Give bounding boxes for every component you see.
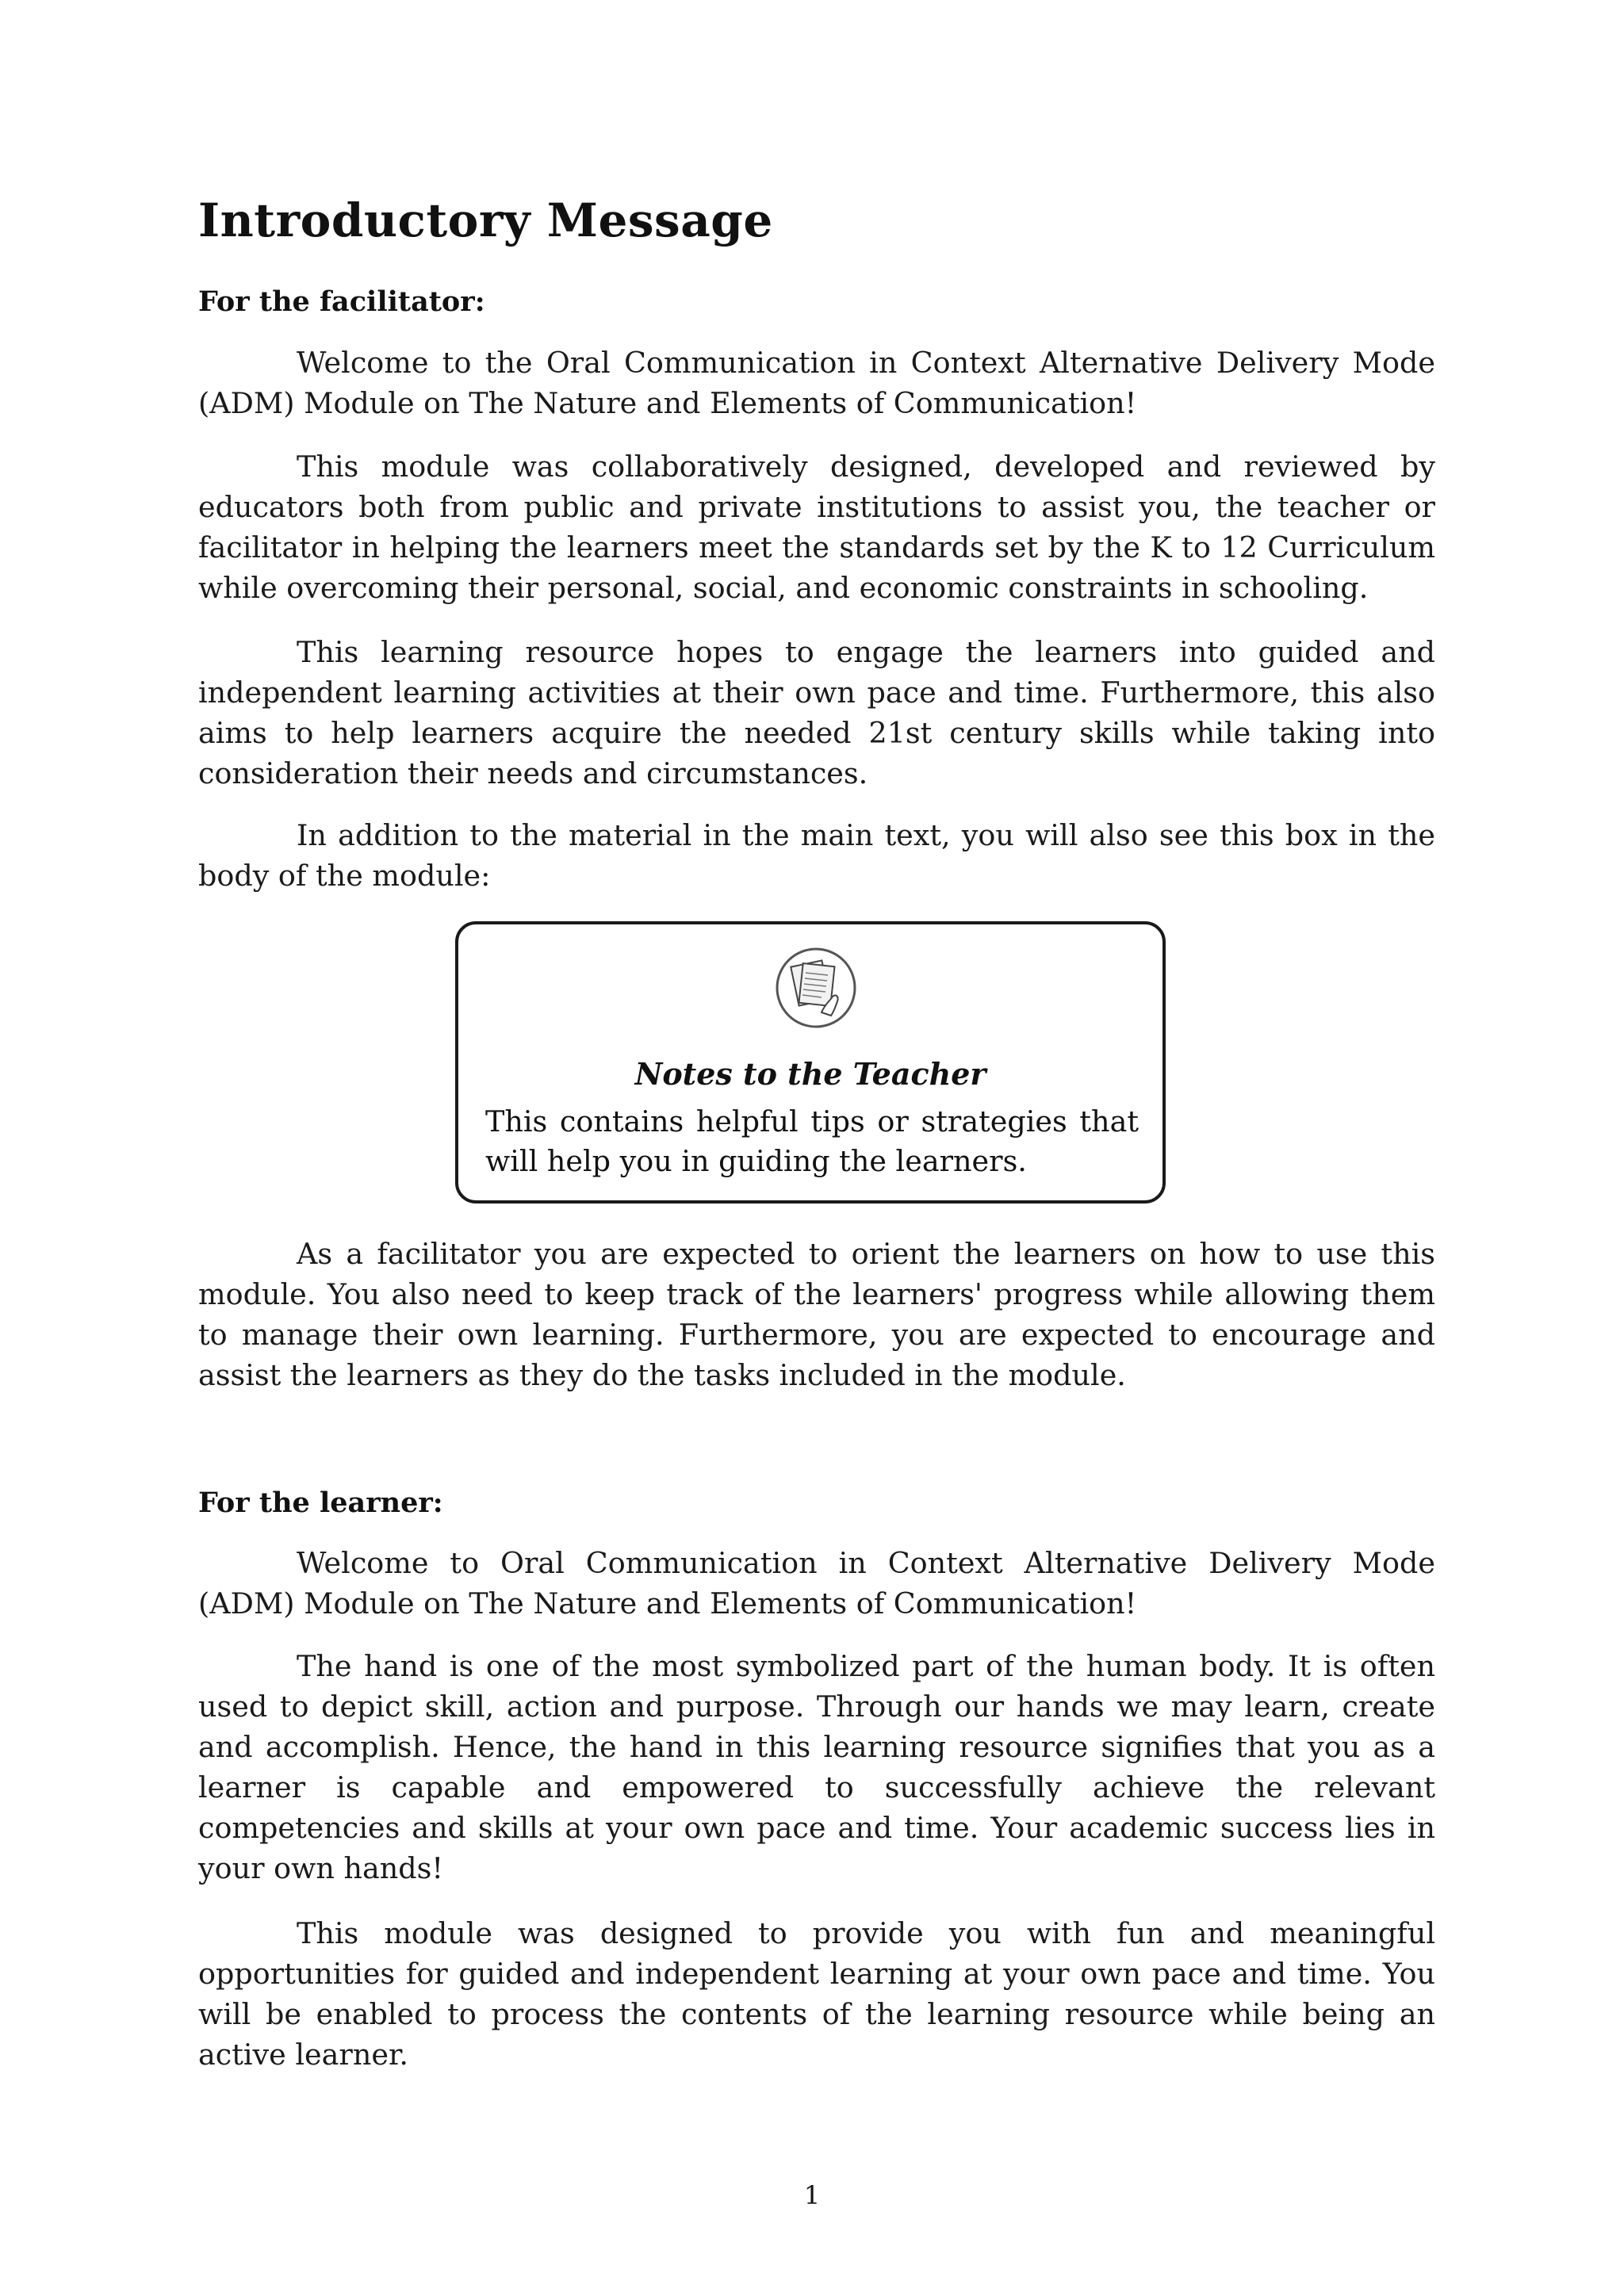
learner-heading: For the learner: (198, 1487, 443, 1519)
notes-to-teacher-box (455, 921, 1166, 1203)
facilitator-paragraph-4: In addition to the material in the main text, you will also see this box in the body of the module: (198, 818, 1435, 893)
learner-paragraph-2: The hand is one of the most symbolized part of the human body. It is often used to depict skill, action and purpose. Through our hands we may learn, create and accomplish. Hence, the hand in this learning resource signifies that you as a learner is capable and empowered to successfully achieve the relevant competencies and skills at your own pace and time. Your academic success lies in your own hands! (198, 1649, 1435, 1885)
facilitator-paragraph-1: Welcome to the Oral Communication in Context Alternative Delivery Mode (ADM) Module on The Nature and Elements of Communication! (198, 346, 1435, 420)
facilitator-closing-paragraph: As a facilitator you are expected to orient the learners on how to use this module. You also need to keep track of the learners' progress while allowing them to manage their own learning. Furthermore, you are expected to encourage and assist the learners as they do the tasks included in the module. (198, 1237, 1435, 1392)
note-box-title: Notes to the Teacher (634, 1056, 986, 1092)
note-box-text: This contains helpful tips or strategies that will help you in guiding the learners. (485, 1104, 1139, 1178)
learner-paragraph-1: Welcome to Oral Communication in Context Alternative Delivery Mode (ADM) Module on The Nature and Elements of Communication! (198, 1546, 1435, 1621)
page-title: Introductory Message (198, 193, 773, 247)
learner-paragraph-3: This module was designed to provide you with fun and meaningful opportunities for guided and independent learning at your own pace and time. You will be enabled to process the contents of the learning resource while being an active learner. (198, 1916, 1435, 2072)
facilitator-heading: For the facilitator: (198, 285, 485, 318)
notes-hand-icon (774, 946, 858, 1030)
facilitator-paragraph-2: This module was collaboratively designed, developed and reviewed by educators both from public and private institutions to assist you, the teacher or facilitator in helping the learners meet the standards set by the K to 12 Curriculum while overcoming their personal, social, and economic constraints in schooling. (198, 450, 1435, 605)
page-number: 1 (803, 2180, 821, 2210)
facilitator-paragraph-3: This learning resource hopes to engage the learners into guided and independent learning activities at their own pace and time. Furthermore, this also aims to help learners acquire the needed 21st century skills while taking into consideration their needs and circumstances. (198, 635, 1435, 790)
